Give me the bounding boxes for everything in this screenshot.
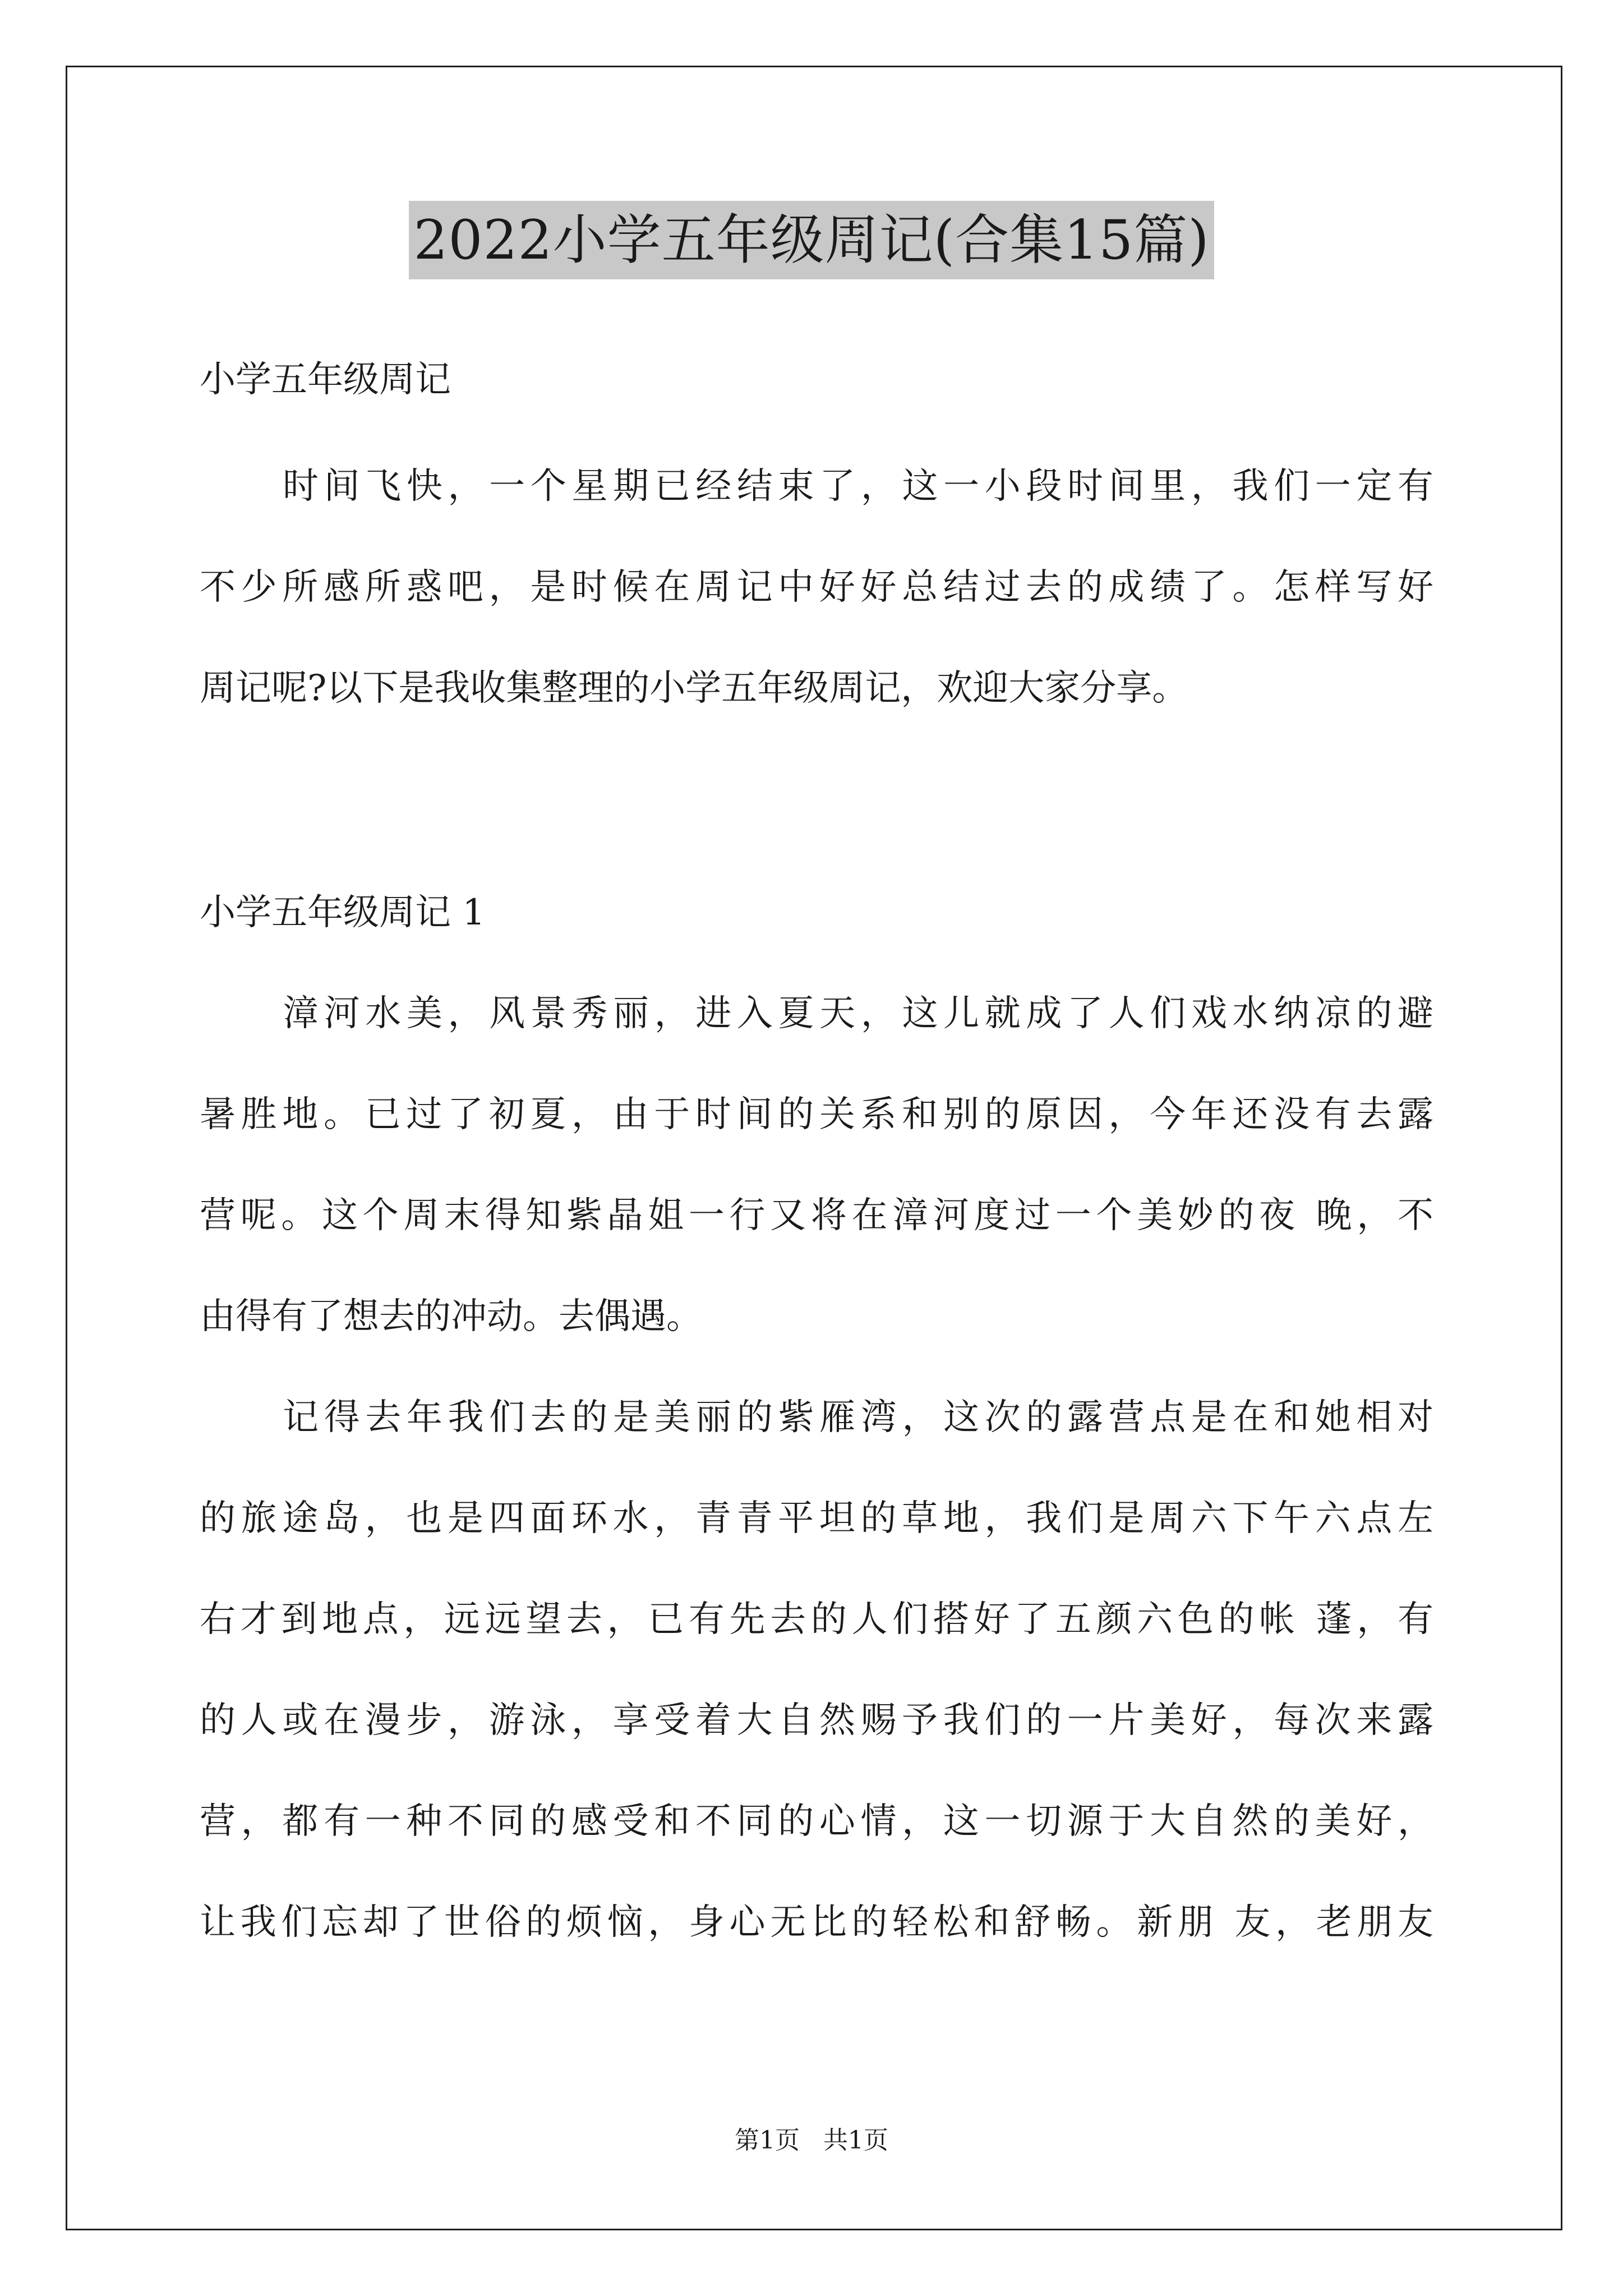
paragraph-line: 的人或在漫步，游泳，享受着大自然赐予我们的一片美好，每次来露 [200, 1700, 1433, 1741]
intro-paragraph [200, 436, 1433, 739]
document-title: 2022小学五年级周记(合集15篇) [409, 201, 1214, 279]
section-paragraph-1 [200, 963, 1433, 1367]
section-heading: 小学五年级周记 1 [200, 892, 486, 933]
title-container [0, 201, 1623, 279]
intro-heading: 小学五年级周记 [200, 359, 451, 401]
paragraph-line: 不少所感所惑吧，是时候在周记中好好总结过去的成绩了。怎样写好 [200, 567, 1433, 608]
paragraph-line: 暑胜地。已过了初夏，由于时间的关系和别的原因，今年还没有去露 [200, 1094, 1433, 1135]
paragraph-line: 周记呢?以下是我收集整理的小学五年级周记，欢迎大家分享。 [200, 668, 1188, 709]
paragraph-line: 时间飞快，一个星期已经结束了，这一小段时间里，我们一定有 [283, 466, 1433, 507]
paragraph-line: 营，都有一种不同的感受和不同的心情，这一切源于大自然的美好， [200, 1801, 1433, 1842]
paragraph-line: 的旅途岛，也是四面环水，青青平坦的草地，我们是周六下午六点左 [200, 1498, 1433, 1539]
paragraph-line: 由得有了想去的冲动。去偶遇。 [200, 1296, 702, 1337]
paragraph-line: 记得去年我们去的是美丽的紫雁湾，这次的露营点是在和她相对 [283, 1397, 1433, 1438]
paragraph-line: 漳河水美，风景秀丽，进入夏天，这儿就成了人们戏水纳凉的避 [283, 993, 1433, 1034]
paragraph-line: 右才到地点，远远望去，已有先去的人们搭好了五颜六色的帐 蓬，有 [200, 1599, 1433, 1640]
section-paragraph-2 [200, 1367, 1433, 1973]
page-footer: 第1页 共1页 [735, 2126, 888, 2155]
paragraph-line: 让我们忘却了世俗的烦恼，身心无比的轻松和舒畅。新朋 友，老朋友 [200, 1902, 1433, 1943]
paragraph-line: 营呢。这个周末得知紫晶姐一行又将在漳河度过一个美妙的夜 晚，不 [200, 1195, 1433, 1236]
